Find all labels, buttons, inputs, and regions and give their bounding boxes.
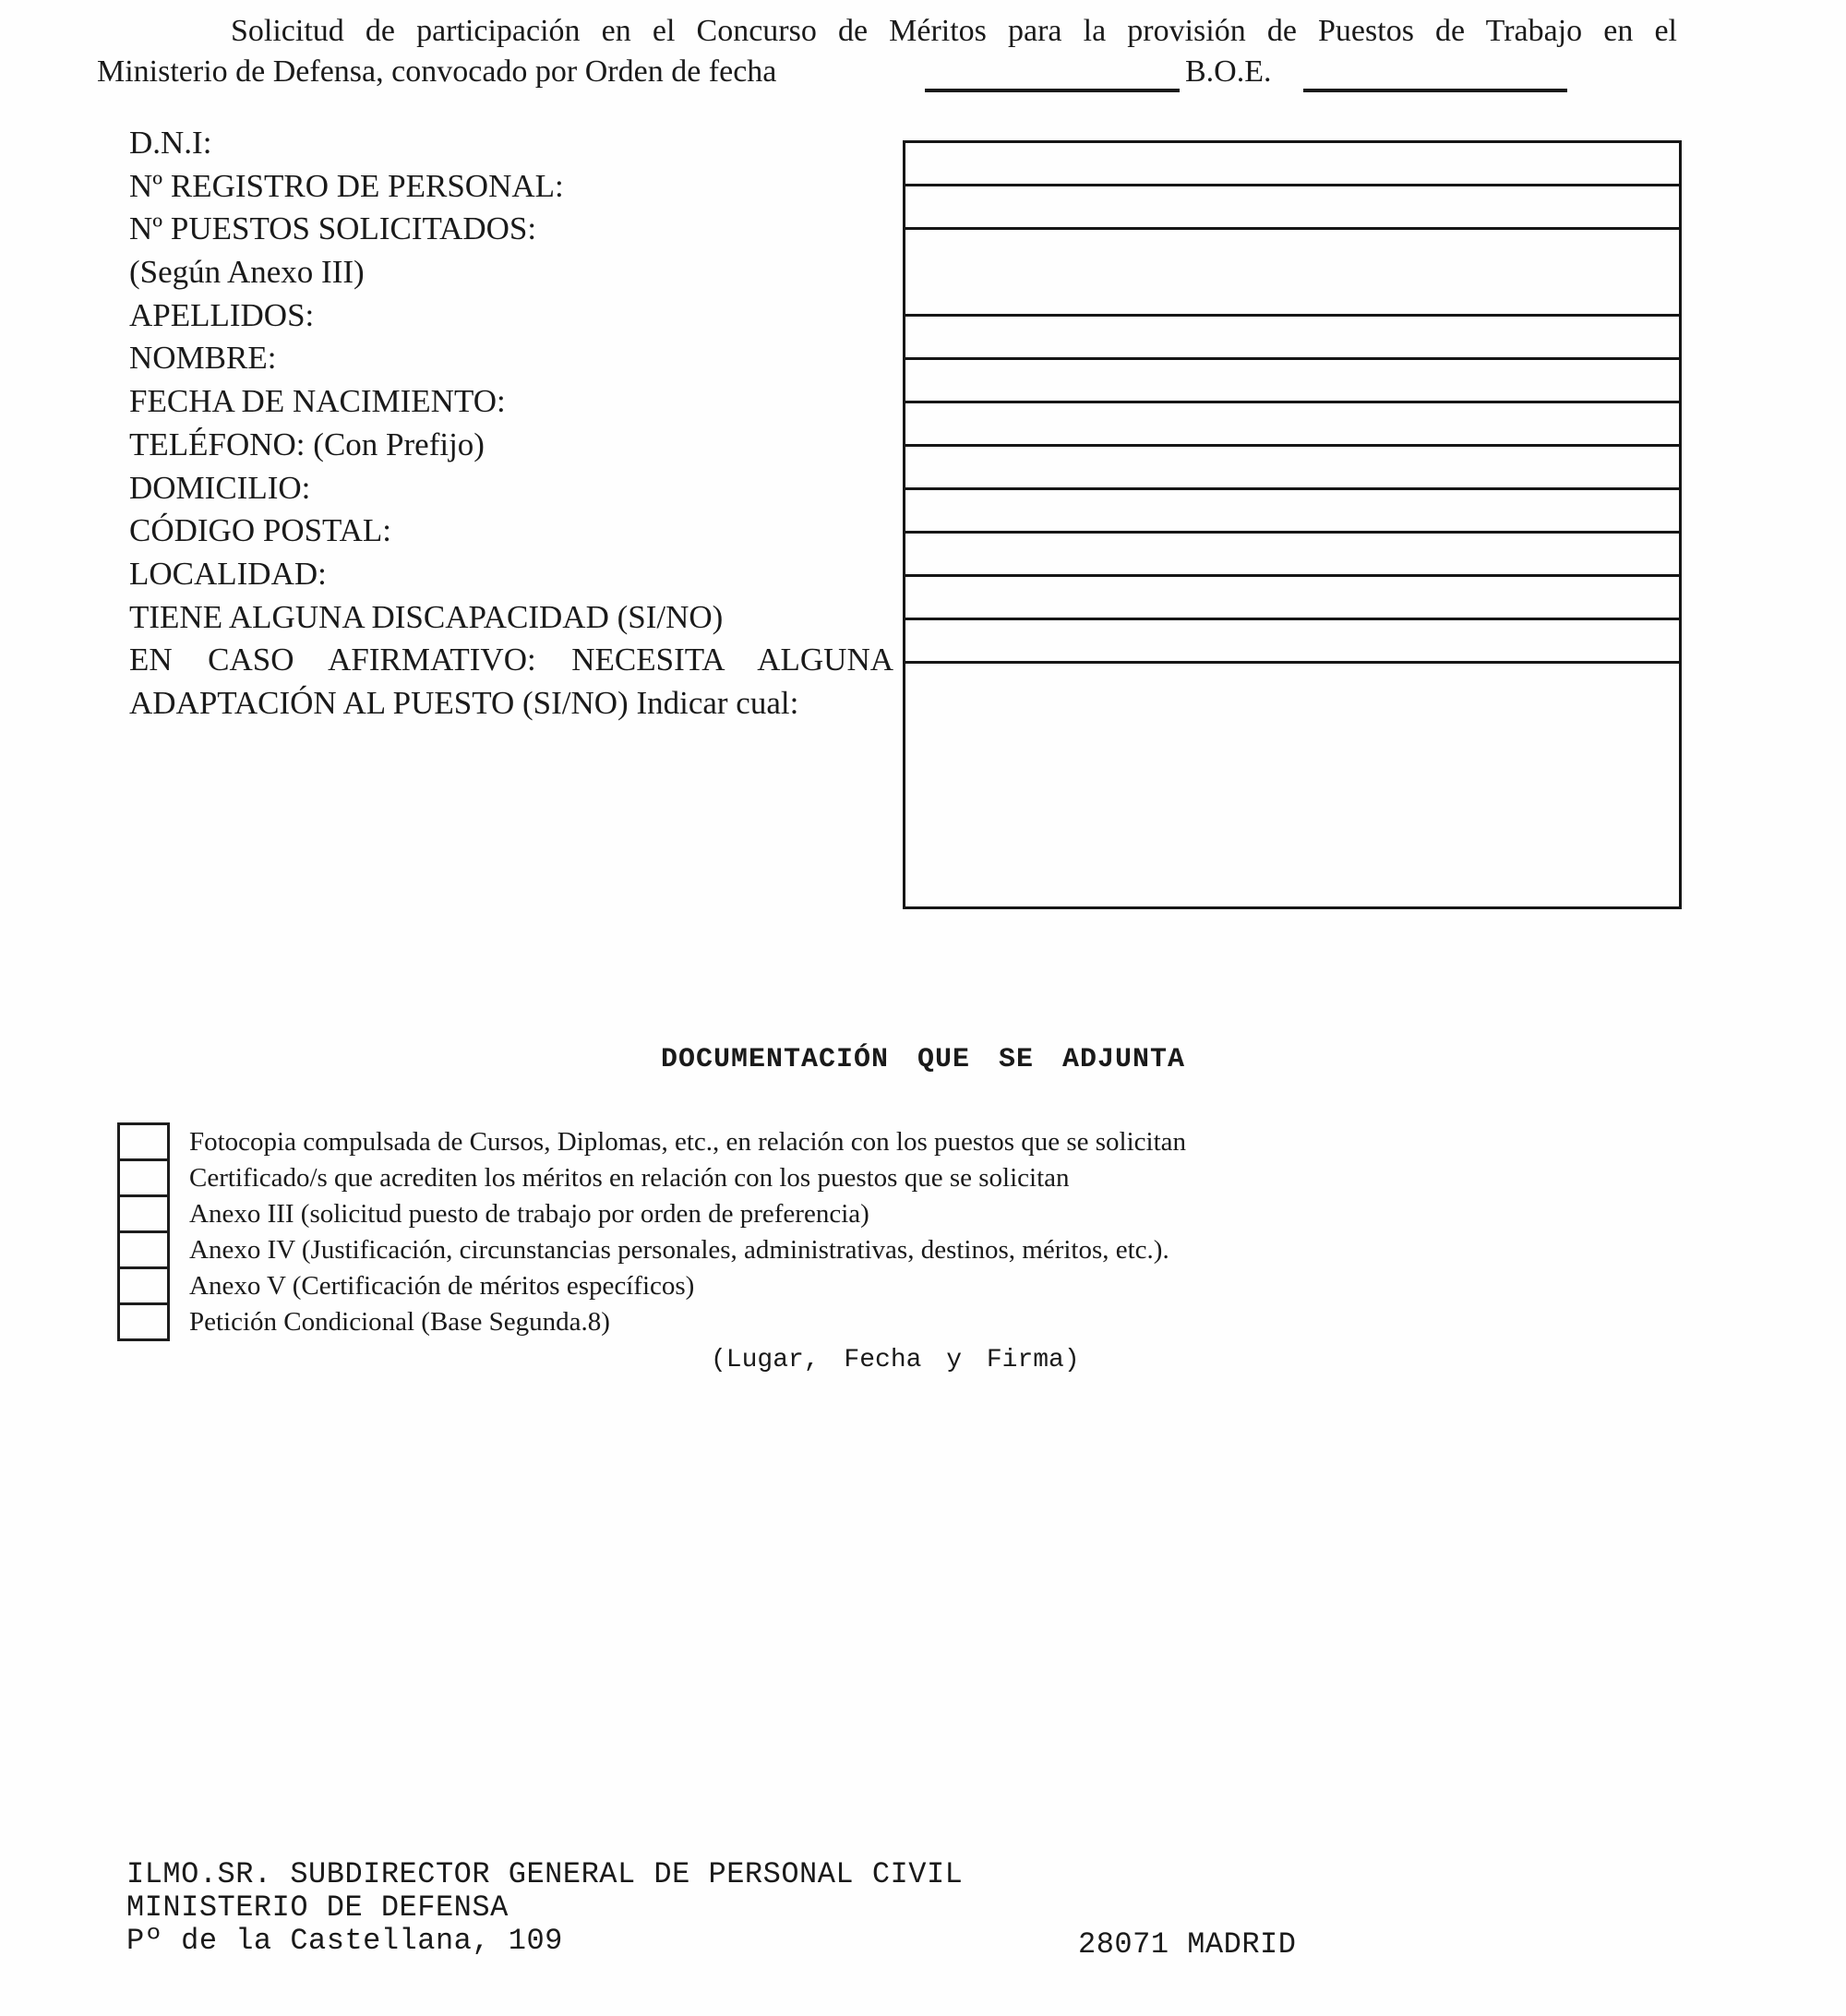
label-discapacidad: TIENE ALGUNA DISCAPACIDAD (SI/NO) xyxy=(129,598,724,635)
signature-place-date-note: (Lugar, Fecha y Firma) xyxy=(711,1346,1080,1374)
checkbox-label-fotocopia: Fotocopia compulsada de Cursos, Diplomas, etc., en relación con los puestos que se solicitan xyxy=(189,1127,1187,1157)
boe-blank[interactable] xyxy=(1303,55,1567,92)
boe-label: B.O.E. xyxy=(1185,54,1272,89)
adaptacion-puesto-input[interactable] xyxy=(905,664,1679,906)
label-fecha-nacimiento: FECHA DE NACIMIENTO: xyxy=(129,383,506,420)
footer-postal-city: 28071 MADRID xyxy=(1078,1927,1297,1962)
dni-input[interactable] xyxy=(905,143,1679,186)
label-telefono: TELÉFONO: (Con Prefijo) xyxy=(129,426,485,462)
checkbox-peticion-condicional[interactable] xyxy=(117,1302,170,1341)
telefono-input[interactable] xyxy=(905,447,1679,490)
label-codigo-postal: CÓDIGO POSTAL: xyxy=(129,512,392,549)
footer-street-address: Pº de la Castellana, 109 xyxy=(126,1924,563,1958)
apellidos-input[interactable] xyxy=(905,317,1679,360)
footer-addressee: ILMO.SR. SUBDIRECTOR GENERAL DE PERSONAL CIVIL xyxy=(126,1857,964,1891)
label-segun-anexo: (Según Anexo III) xyxy=(129,254,365,291)
checkbox-label-certificados: Certificado/s que acrediten los méritos en relación con los puestos que se solicitan xyxy=(189,1163,1070,1193)
checkbox-anexo-iv[interactable] xyxy=(117,1230,170,1269)
form-title-line2-text: Ministerio de Defensa, convocado por Orden de fecha xyxy=(97,54,777,89)
num-puestos-solicitados-input[interactable] xyxy=(905,230,1679,317)
label-apellidos: APELLIDOS: xyxy=(129,296,315,333)
discapacidad-input[interactable] xyxy=(905,620,1679,664)
label-num-puestos: Nº PUESTOS SOLICITADOS: xyxy=(129,210,537,247)
field-label-column xyxy=(129,122,901,726)
label-domicilio: DOMICILIO: xyxy=(129,469,311,506)
checkbox-label-anexo-v: Anexo V (Certificación de méritos específicos) xyxy=(189,1271,695,1301)
codigo-postal-input[interactable] xyxy=(905,534,1679,577)
checkbox-label-anexo-iii: Anexo III (solicitud puesto de trabajo por orden de preferencia) xyxy=(189,1199,869,1229)
answer-table xyxy=(903,140,1682,909)
label-nombre: NOMBRE: xyxy=(129,340,277,377)
checkbox-anexo-v[interactable] xyxy=(117,1266,170,1305)
label-adaptacion-puesto: ADAPTACIÓN AL PUESTO (SI/NO) Indicar cual: xyxy=(129,684,799,721)
documentation-section-title: DOCUMENTACIÓN QUE SE ADJUNTA xyxy=(660,1044,1186,1075)
checkbox-label-anexo-iv: Anexo IV (Justificación, circunstancias personales, administrativas, destinos, méritos, etc.). xyxy=(189,1235,1169,1265)
fecha-nacimiento-input[interactable] xyxy=(905,403,1679,447)
order-date-blank[interactable] xyxy=(925,55,1180,92)
checkbox-fotocopia[interactable] xyxy=(117,1122,170,1161)
label-en-caso-afirmativo: EN CASO AFIRMATIVO: NECESITA ALGUNA xyxy=(129,642,893,678)
label-num-registro: Nº REGISTRO DE PERSONAL: xyxy=(129,167,564,204)
label-localidad: LOCALIDAD: xyxy=(129,555,327,592)
nombre-input[interactable] xyxy=(905,360,1679,403)
footer-ministry: MINISTERIO DE DEFENSA xyxy=(126,1890,509,1925)
num-registro-personal-input[interactable] xyxy=(905,186,1679,230)
label-dni: D.N.I: xyxy=(129,125,212,161)
localidad-input[interactable] xyxy=(905,577,1679,620)
form-title-line2 xyxy=(97,54,1677,96)
domicilio-input[interactable] xyxy=(905,490,1679,534)
checkbox-certificados[interactable] xyxy=(117,1158,170,1197)
checkbox-label-peticion-condicional: Petición Condicional (Base Segunda.8) xyxy=(189,1307,610,1337)
form-title-line1: Solicitud de participación en el Concurso de Méritos para la provisión de Puestos de Trabajo en el xyxy=(231,14,1677,48)
checkbox-anexo-iii[interactable] xyxy=(117,1194,170,1233)
